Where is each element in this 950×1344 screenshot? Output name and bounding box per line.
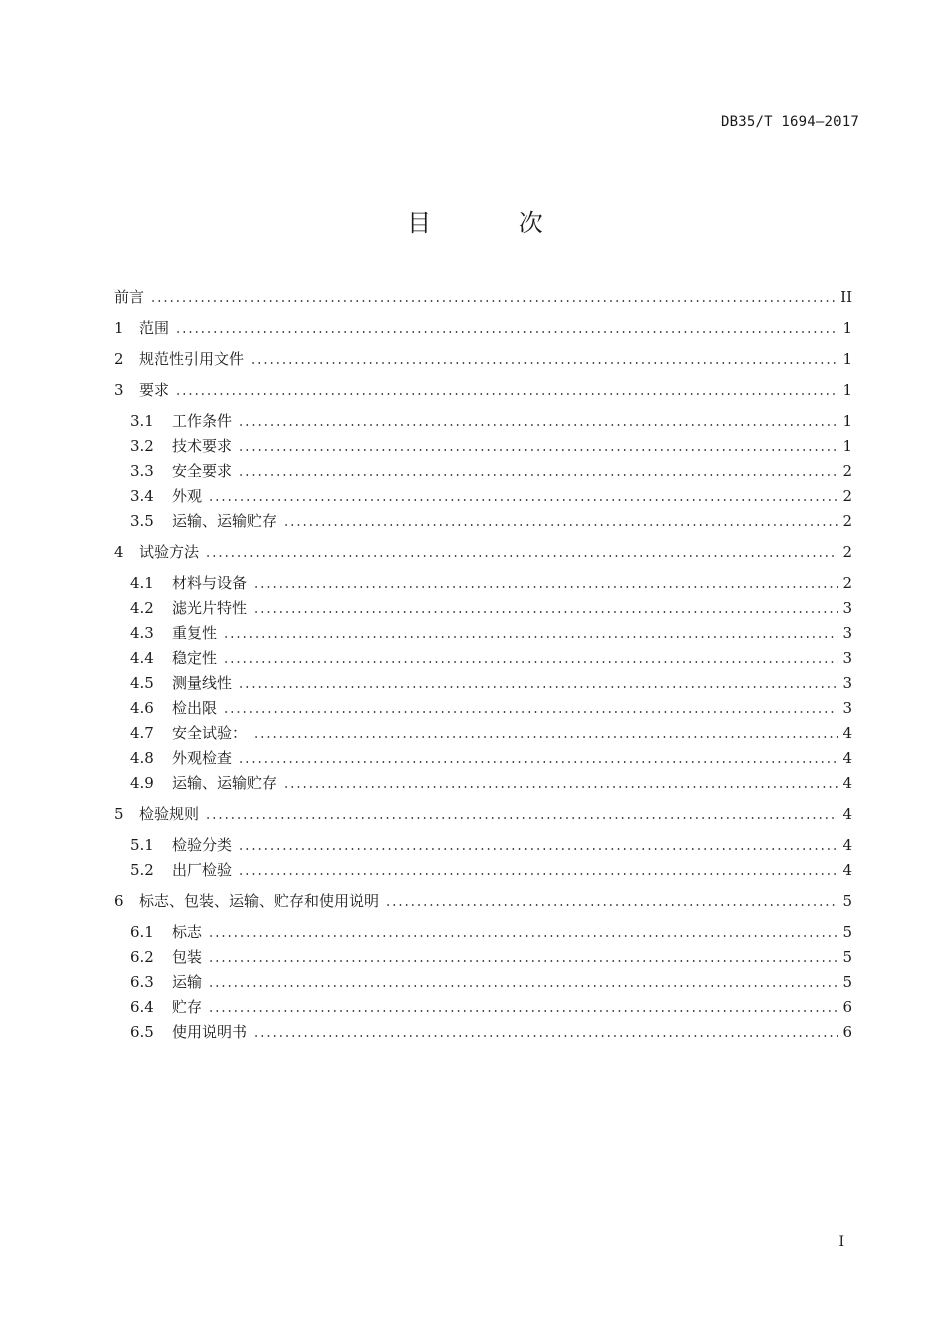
toc-entry-page: 4 — [842, 749, 852, 767]
toc-entry-label: 运输、运输贮存 — [172, 774, 278, 792]
toc-entry-number: 5 — [114, 805, 124, 823]
toc-entry-number: 4.2 — [130, 599, 154, 617]
toc-entry[interactable] — [130, 859, 852, 881]
toc-entry-page: 2 — [842, 543, 852, 561]
dot-leader — [205, 803, 838, 825]
toc-entry-number: 4.3 — [130, 624, 154, 642]
toc-entry-label: 要求 — [139, 381, 170, 399]
toc-entry[interactable] — [130, 1021, 852, 1043]
toc-entry-page: 4 — [842, 861, 852, 879]
toc-entry-page: 3 — [842, 624, 852, 642]
toc-entry-label: 标志、包装、运输、贮存和使用说明 — [139, 892, 380, 910]
dot-leader — [175, 317, 838, 339]
toc-entry[interactable] — [130, 647, 852, 669]
dot-leader — [238, 747, 838, 769]
toc-entry-label: 外观 — [172, 487, 203, 505]
toc-entry[interactable] — [130, 510, 852, 532]
toc-entry-page: 3 — [842, 674, 852, 692]
dot-leader — [238, 460, 838, 482]
toc-entry-number: 3.3 — [130, 462, 154, 480]
toc-entry[interactable] — [130, 996, 852, 1018]
toc-entry-label: 稳定性 — [172, 649, 218, 667]
toc-entry[interactable] — [130, 971, 852, 993]
toc-entry-page: 5 — [842, 948, 852, 966]
toc-entry-label: 使用说明书 — [172, 1023, 248, 1041]
dot-leader — [223, 622, 838, 644]
dot-leader — [253, 722, 838, 744]
dot-leader — [283, 510, 838, 532]
toc-entry-label: 检出限 — [172, 699, 218, 717]
toc-entry-page: 3 — [842, 649, 852, 667]
toc-entry[interactable] — [130, 946, 852, 968]
toc-entry-label: 运输 — [172, 973, 203, 991]
toc-entry[interactable] — [130, 622, 852, 644]
toc-entry-number: 4.5 — [130, 674, 154, 692]
toc-entry-label: 外观检查 — [172, 749, 233, 767]
toc-entry-label: 检验分类 — [172, 836, 233, 854]
toc-entry-number: 4.6 — [130, 699, 154, 717]
toc-entry-page: 2 — [842, 462, 852, 480]
toc-entry-page: 5 — [842, 892, 852, 910]
toc-entry-number: 4 — [114, 543, 124, 561]
toc-entry-page: 2 — [842, 512, 852, 530]
dot-leader — [208, 946, 838, 968]
toc-entry[interactable] — [130, 834, 852, 856]
toc-entry-number: 6.2 — [130, 948, 154, 966]
toc-entry-page: 6 — [842, 998, 852, 1016]
toc-entry-number: 5.1 — [130, 836, 154, 854]
toc-entry-number: 3.2 — [130, 437, 154, 455]
toc-entry[interactable] — [130, 772, 852, 794]
dot-leader — [208, 485, 838, 507]
toc-entry-number: 3 — [114, 381, 124, 399]
toc-entry-page: 3 — [842, 699, 852, 717]
footer-page-number: I — [838, 1234, 844, 1250]
toc-entry-number: 3.1 — [130, 412, 154, 430]
toc-entry[interactable] — [130, 460, 852, 482]
toc-entry-label: 前言 — [114, 288, 145, 306]
toc-entry-page: 1 — [842, 350, 852, 368]
toc-entry[interactable] — [114, 286, 852, 308]
dot-leader — [150, 286, 836, 308]
dot-leader — [223, 697, 838, 719]
toc-entry-number: 4.1 — [130, 574, 154, 592]
toc-entry-page: 1 — [842, 319, 852, 337]
toc-entry[interactable] — [130, 410, 852, 432]
toc-entry-label: 材料与设备 — [172, 574, 248, 592]
toc-entry-number: 4.9 — [130, 774, 154, 792]
toc-entry-label: 滤光片特性 — [172, 599, 248, 617]
dot-leader — [223, 647, 838, 669]
dot-leader — [238, 672, 838, 694]
toc-entry-label: 工作条件 — [172, 412, 233, 430]
dot-leader — [238, 435, 838, 457]
toc-entry-page: 1 — [842, 412, 852, 430]
dot-leader — [253, 572, 838, 594]
dot-leader — [250, 348, 838, 370]
dot-leader — [208, 971, 838, 993]
toc-entry-label: 测量线性 — [172, 674, 233, 692]
toc-entry[interactable] — [130, 672, 852, 694]
toc-entry[interactable] — [114, 541, 852, 563]
dot-leader — [238, 410, 838, 432]
toc-entry-label: 范围 — [139, 319, 170, 337]
toc-entry-number: 6.4 — [130, 998, 154, 1016]
toc-entry-number: 5.2 — [130, 861, 154, 879]
dot-leader — [205, 541, 838, 563]
toc-entry-page: 3 — [842, 599, 852, 617]
toc-entry[interactable] — [130, 921, 852, 943]
dot-leader — [253, 597, 838, 619]
toc-entry-label: 安全要求 — [172, 462, 233, 480]
toc-entry-page: 2 — [842, 574, 852, 592]
dot-leader — [238, 859, 838, 881]
toc-entry-page: 1 — [842, 437, 852, 455]
toc-entry[interactable] — [114, 379, 852, 401]
toc-entry-label: 运输、运输贮存 — [172, 512, 278, 530]
toc-entry-page: 5 — [842, 923, 852, 941]
toc-entry-number: 6.5 — [130, 1023, 154, 1041]
toc-entry[interactable] — [130, 597, 852, 619]
toc-entry[interactable] — [114, 803, 852, 825]
toc-entry-page: II — [840, 288, 852, 306]
toc-entry-label: 出厂检验 — [172, 861, 233, 879]
toc-entry-label: 检验规则 — [139, 805, 200, 823]
toc-entry-number: 3.5 — [130, 512, 154, 530]
toc-entry-page: 1 — [842, 381, 852, 399]
toc-entry-number: 6.1 — [130, 923, 154, 941]
dot-leader — [385, 890, 838, 912]
toc-entry[interactable] — [114, 890, 852, 912]
toc-entry-number: 4.4 — [130, 649, 154, 667]
toc-entry[interactable] — [114, 317, 852, 339]
toc-entry-number: 2 — [114, 350, 124, 368]
toc-entry[interactable] — [130, 747, 852, 769]
dot-leader — [175, 379, 838, 401]
toc-entry-label: 技术要求 — [172, 437, 233, 455]
toc-entry-page: 6 — [842, 1023, 852, 1041]
toc-entry-label: 贮存 — [172, 998, 203, 1016]
toc-entry[interactable] — [114, 348, 852, 370]
toc-entry[interactable] — [130, 435, 852, 457]
toc-entry-page: 4 — [842, 724, 852, 742]
toc-entry-label: 规范性引用文件 — [139, 350, 245, 368]
dot-leader — [253, 1021, 838, 1043]
toc-entry-label: 标志 — [172, 923, 203, 941]
toc-entry-number: 3.4 — [130, 487, 154, 505]
toc-entry-label: 安全试验： — [172, 724, 248, 742]
toc-entry[interactable] — [130, 572, 852, 594]
toc-entry-number: 6.3 — [130, 973, 154, 991]
toc-entry-label: 试验方法 — [139, 543, 200, 561]
toc-entry-page: 4 — [842, 774, 852, 792]
dot-leader — [208, 921, 838, 943]
toc-entry-number: 6 — [114, 892, 124, 910]
toc-entry-label: 包装 — [172, 948, 203, 966]
toc-entry-page: 4 — [842, 805, 852, 823]
toc-title: 目 次 — [407, 209, 583, 237]
toc-entry-page: 4 — [842, 836, 852, 854]
document-code: DB35/T 1694—2017 — [720, 114, 859, 130]
toc-entry-label: 重复性 — [172, 624, 218, 642]
toc-entry-number: 4.8 — [130, 749, 154, 767]
toc-entry-page: 2 — [842, 487, 852, 505]
toc-entry-number: 4.7 — [130, 724, 154, 742]
toc-entry-number: 1 — [114, 319, 124, 337]
toc-entry[interactable] — [130, 697, 852, 719]
dot-leader — [208, 996, 838, 1018]
toc-entry[interactable] — [130, 722, 852, 744]
dot-leader — [238, 834, 838, 856]
dot-leader — [283, 772, 838, 794]
toc-entry-page: 5 — [842, 973, 852, 991]
toc-entry[interactable] — [130, 485, 852, 507]
